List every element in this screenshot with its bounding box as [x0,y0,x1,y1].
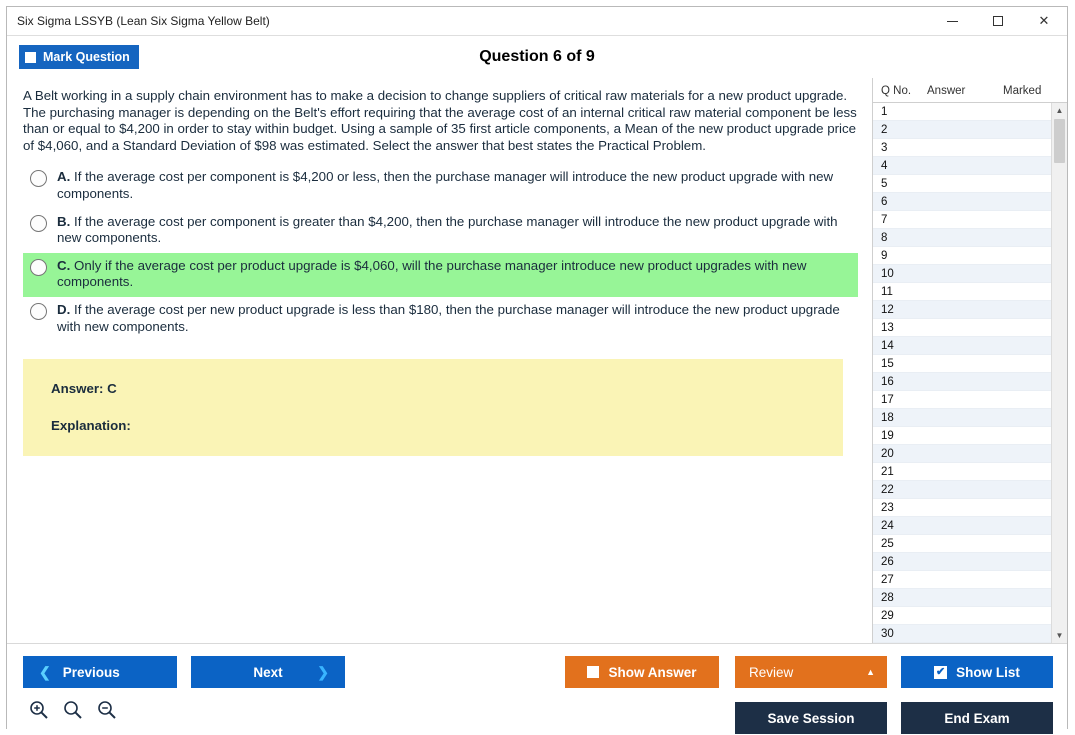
row-question-number: 15 [881,357,894,370]
choice-option-b[interactable] [23,209,858,253]
choice-body: If the average cost per component is greater than $4,200, then the purchase manager will introduce the new product upgrade with new components. [57,213,838,246]
radio-icon[interactable] [30,259,47,276]
show-answer-button[interactable] [565,656,719,688]
column-header-answer: Answer [927,85,966,97]
column-header-marked: Marked [1003,85,1042,97]
maximize-button[interactable] [975,7,1021,35]
row-question-number: 7 [881,213,888,226]
row-question-number: 6 [881,195,888,208]
zoom-in-icon[interactable] [29,700,49,720]
choice-body: Only if the average cost per product upgrade is $4,060, will the purchase manager introduce new product upgrades with new components. [57,257,807,290]
table-row[interactable] [873,157,1051,175]
chevron-right-icon: ❯ [317,663,329,680]
row-question-number: 21 [881,465,894,478]
close-button[interactable] [1021,7,1067,35]
table-row[interactable] [873,391,1051,409]
table-row[interactable] [873,247,1051,265]
column-header-qno: Q No. [881,85,912,97]
radio-icon[interactable] [30,170,47,187]
minimize-icon [947,21,958,22]
show-list-label: Show List [956,664,1020,680]
save-session-button[interactable] [735,702,887,734]
table-row[interactable] [873,337,1051,355]
end-exam-button[interactable] [901,702,1053,734]
choice-body: If the average cost per component is $4,200 or less, then the purchase manager will introduce the new product upgrade with new components. [57,169,834,201]
table-row[interactable] [873,481,1051,499]
zoom-controls [29,700,117,720]
table-row[interactable] [873,445,1051,463]
question-list-header [873,78,1067,103]
row-question-number: 30 [881,627,894,640]
checkbox-icon [25,52,36,63]
table-row[interactable] [873,463,1051,481]
table-row[interactable] [873,193,1051,211]
mark-question-button[interactable] [19,45,139,69]
content-split [7,78,1067,643]
close-icon: ✕ [1038,13,1050,28]
exam-window [6,6,1068,729]
next-button[interactable] [191,656,345,688]
bottom-toolbar [7,643,1067,735]
choice-text [57,169,852,202]
choice-body: If the average cost per new product upgrade is less than $180, then the purchase manager will introduce the new product upgrade with new components. [57,301,840,334]
row-question-number: 26 [881,555,894,568]
choice-letter: B. [57,213,71,229]
table-row[interactable] [873,553,1051,571]
row-question-number: 24 [881,519,894,532]
show-list-button[interactable] [901,656,1053,688]
row-question-number: 17 [881,393,894,406]
row-question-number: 10 [881,267,894,280]
choice-text [57,302,852,335]
mark-question-label: Mark Question [43,50,130,64]
table-row[interactable] [873,517,1051,535]
question-list-body [873,103,1067,643]
table-row[interactable] [873,607,1051,625]
radio-icon[interactable] [30,303,47,320]
scrollbar-thumb[interactable] [1054,119,1065,163]
question-rows[interactable] [873,103,1051,643]
scroll-up-icon[interactable]: ▲ [1052,103,1067,118]
next-label: Next [253,664,283,680]
row-question-number: 1 [881,105,888,118]
zoom-reset-icon[interactable] [63,700,83,720]
choice-text [57,258,852,291]
previous-label: Previous [62,664,120,680]
choice-option-a[interactable] [23,164,858,208]
minimize-button[interactable] [929,7,975,35]
row-question-number: 9 [881,249,888,262]
table-row[interactable] [873,571,1051,589]
row-question-number: 19 [881,429,894,442]
row-question-number: 22 [881,483,894,496]
table-row[interactable] [873,103,1051,121]
table-row[interactable] [873,121,1051,139]
choice-text [57,214,852,247]
row-question-number: 16 [881,375,894,388]
row-question-number: 5 [881,177,888,190]
window-body [7,36,1067,735]
table-row[interactable] [873,589,1051,607]
end-exam-label: End Exam [944,710,1010,726]
save-session-label: Save Session [767,710,855,726]
question-header [7,36,1067,78]
table-row[interactable] [873,409,1051,427]
choice-letter: A. [57,169,71,185]
choice-list [23,164,858,341]
chevron-left-icon: ❮ [39,663,51,680]
table-row[interactable] [873,283,1051,301]
zoom-out-icon[interactable] [97,700,117,720]
row-question-number: 14 [881,339,894,352]
row-question-number: 11 [881,285,893,298]
row-question-number: 23 [881,501,894,514]
show-answer-label: Show Answer [608,664,697,680]
table-row[interactable] [873,319,1051,337]
row-question-number: 18 [881,411,894,424]
previous-button[interactable] [23,656,177,688]
question-pane [7,78,872,643]
table-row[interactable] [873,301,1051,319]
row-question-number: 28 [881,591,894,604]
row-question-number: 8 [881,231,888,244]
explanation-label: Explanation: [51,418,131,434]
question-text: A Belt working in a supply chain environment has to make a decision to change suppliers of critical raw materials for a new product upgrade. The purchasing manager is depending on the Belt's effort requiring that the average cost of an internal critical raw material component be less than or equal to $4,200 in order to stay within budget. Using a sample of 35 first article components, a Mean of the new product upgrade price of $4,060, and a Standard Deviation of $98 was estimated. Select the answer that best states the Practical Problem. [23,88,857,153]
row-question-number: 4 [881,159,888,172]
row-question-number: 2 [881,123,888,136]
table-row[interactable] [873,211,1051,229]
checkbox-checked-icon: ✔ [936,665,946,678]
scroll-down-icon[interactable]: ▼ [1052,628,1067,643]
choice-option-d[interactable] [23,297,858,341]
answer-value: Answer: C [51,381,117,397]
scrollbar-track[interactable] [1052,118,1067,628]
list-scrollbar[interactable] [1051,103,1067,643]
review-label: Review [749,664,794,680]
review-dropdown-button[interactable] [735,656,887,688]
table-row[interactable] [873,229,1051,247]
chevron-up-icon: ▲ [866,667,875,677]
row-question-number: 13 [881,321,894,334]
table-row[interactable] [873,499,1051,517]
row-question-number: 20 [881,447,894,460]
row-question-number: 12 [881,303,894,316]
title-bar [7,7,1067,36]
page-title: Question 6 of 9 [479,48,595,65]
toolbar-row-secondary [735,702,1053,734]
question-list-pane [872,78,1067,643]
maximize-icon [993,16,1003,26]
answer-panel [23,359,843,456]
table-row[interactable] [873,427,1051,445]
row-question-number: 29 [881,609,894,622]
choice-option-c[interactable] [23,253,858,297]
table-row[interactable] [873,355,1051,373]
choice-letter: D. [57,301,71,317]
window-title: Six Sigma LSSYB (Lean Six Sigma Yellow Belt) [17,14,270,28]
table-row[interactable] [873,373,1051,391]
window-controls [929,7,1067,35]
table-row[interactable] [873,265,1051,283]
toolbar-row-primary [23,656,1053,688]
table-row[interactable] [873,139,1051,157]
table-row[interactable] [873,535,1051,553]
checkbox-icon [587,666,599,678]
table-row[interactable] [873,625,1051,643]
choice-letter: C. [57,257,71,273]
row-question-number: 3 [881,141,888,154]
row-question-number: 27 [881,573,894,586]
row-question-number: 25 [881,537,894,550]
table-row[interactable] [873,175,1051,193]
radio-icon[interactable] [30,215,47,232]
